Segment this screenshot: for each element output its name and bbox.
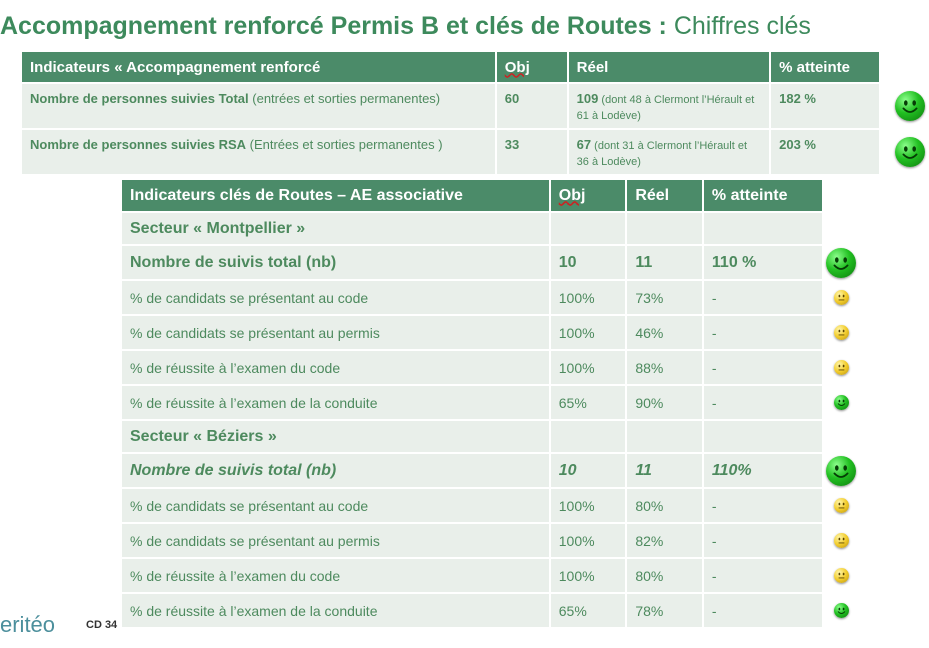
cell-indicator: Nombre de suivis total (nb) xyxy=(122,454,549,487)
header-pct: % atteinte xyxy=(771,52,879,82)
cell-reel: 11 xyxy=(627,454,702,487)
empty-cell xyxy=(704,213,822,244)
cell-pct: - xyxy=(704,386,822,419)
empty-cell xyxy=(551,213,626,244)
cell-indicator: % de candidats se présentant au permis xyxy=(122,316,549,349)
table-row xyxy=(122,386,822,419)
table-row xyxy=(122,316,822,349)
header-obj-routes xyxy=(551,180,626,211)
table-cles-de-routes xyxy=(120,178,824,629)
cell-reel xyxy=(569,130,769,174)
cell-pct: 110 % xyxy=(704,246,822,279)
header-obj-label: Obj xyxy=(504,58,530,76)
sector-row xyxy=(122,213,822,244)
table-row xyxy=(122,281,822,314)
cell-reel: 82% xyxy=(627,524,702,557)
cell-indicator: % de candidats se présentant au code xyxy=(122,489,549,522)
title-sub: Chiffres clés xyxy=(666,12,811,40)
cell-reel: 90% xyxy=(627,386,702,419)
logo-text: eritéo xyxy=(0,612,56,637)
happy-face-green-icon xyxy=(826,248,856,278)
obj-value: 33 xyxy=(504,137,520,152)
header-pct-routes: % atteinte xyxy=(704,180,822,211)
neutral-face-yellow-icon xyxy=(834,498,849,513)
table-row xyxy=(22,84,879,128)
cell-obj: 100% xyxy=(551,489,626,522)
empty-cell xyxy=(551,421,626,452)
table-row xyxy=(122,246,822,279)
cell-pct: - xyxy=(704,351,822,384)
cell-obj: 100% xyxy=(551,351,626,384)
cell-reel: 11 xyxy=(627,246,702,279)
indicator-bold: Nombre de personnes suivies Total xyxy=(30,91,249,106)
neutral-face-yellow-icon xyxy=(834,290,849,305)
obj-value: 60 xyxy=(504,91,520,106)
happy-face-green-icon xyxy=(826,456,856,486)
cell-pct: - xyxy=(704,524,822,557)
pct-value: 182 % xyxy=(779,91,816,106)
table-row xyxy=(122,351,822,384)
happy-face-green-icon xyxy=(895,91,925,121)
cell-pct: - xyxy=(704,281,822,314)
reel-detail: (dont 48 à Clermont l’Hérault et 61 à Lodève) xyxy=(576,94,755,122)
header-indicateurs: Indicateurs « Accompagnement renforcé xyxy=(22,52,495,82)
table-row xyxy=(122,594,822,627)
table-row xyxy=(122,524,822,557)
title-main: Accompagnement renforcé Permis B et clés de Routes : xyxy=(0,12,667,40)
cell-pct xyxy=(771,84,879,128)
reel-value: 67 xyxy=(576,137,592,152)
header-obj xyxy=(497,52,567,82)
neutral-face-yellow-icon xyxy=(834,360,849,375)
cell-obj: 100% xyxy=(551,281,626,314)
cell-pct: - xyxy=(704,316,822,349)
cell-obj: 100% xyxy=(551,559,626,592)
cell-reel: 80% xyxy=(627,559,702,592)
empty-cell xyxy=(704,421,822,452)
sector-label: Secteur « Montpellier » xyxy=(122,213,549,244)
page-title xyxy=(0,12,929,41)
cell-pct: 110% xyxy=(704,454,822,487)
cell-indicator: % de réussite à l’examen du code xyxy=(122,559,549,592)
cell-indicator: % de réussite à l’examen de la conduite xyxy=(122,594,549,627)
cell-indicator: % de candidats se présentant au code xyxy=(122,281,549,314)
cell-indicator: % de réussite à l’examen de la conduite xyxy=(122,386,549,419)
cell-obj xyxy=(497,84,567,128)
indicator-detail: (Entrées et sorties permanentes ) xyxy=(246,137,443,152)
pct-value: 203 % xyxy=(779,137,816,152)
happy-face-green-icon xyxy=(834,603,849,618)
company-logo xyxy=(0,612,55,638)
table-row xyxy=(22,130,879,174)
cell-reel: 88% xyxy=(627,351,702,384)
cell-obj xyxy=(497,130,567,174)
cell-indicator: % de candidats se présentant au permis xyxy=(122,524,549,557)
empty-cell xyxy=(627,213,702,244)
cell-pct: - xyxy=(704,489,822,522)
cell-indicator: % de réussite à l’examen du code xyxy=(122,351,549,384)
cell-pct xyxy=(771,130,879,174)
cell-reel: 80% xyxy=(627,489,702,522)
cell-pct: - xyxy=(704,594,822,627)
cell-reel xyxy=(569,84,769,128)
cell-obj: 100% xyxy=(551,524,626,557)
cell-reel: 78% xyxy=(627,594,702,627)
sector-row xyxy=(122,421,822,452)
table-row xyxy=(122,454,822,487)
cell-obj: 65% xyxy=(551,386,626,419)
header-reel: Réel xyxy=(569,52,769,82)
neutral-face-yellow-icon xyxy=(834,533,849,548)
cell-pct: - xyxy=(704,559,822,592)
reel-value: 109 xyxy=(576,91,599,106)
cell-obj: 10 xyxy=(551,246,626,279)
indicator-detail: (entrées et sorties permanentes) xyxy=(248,91,441,106)
reel-detail: (dont 31 à Clermont l’Hérault et 36 à Lodève) xyxy=(576,140,748,168)
slide-reference: CD 34 xyxy=(86,619,118,631)
happy-face-green-icon xyxy=(895,137,925,167)
table-row xyxy=(122,489,822,522)
table-accompagnement xyxy=(20,50,881,176)
header-reel-routes: Réel xyxy=(627,180,702,211)
neutral-face-yellow-icon xyxy=(834,325,849,340)
cell-obj: 10 xyxy=(551,454,626,487)
sector-label: Secteur « Béziers » xyxy=(122,421,549,452)
cell-reel: 46% xyxy=(627,316,702,349)
happy-face-green-icon xyxy=(834,395,849,410)
header-obj-routes-label: Obj xyxy=(558,186,586,204)
cell-reel: 73% xyxy=(627,281,702,314)
cell-indicator: Nombre de suivis total (nb) xyxy=(122,246,549,279)
cell-indicator xyxy=(22,130,495,174)
header-indicateurs-routes: Indicateurs clés de Routes – AE associative xyxy=(122,180,549,211)
empty-cell xyxy=(627,421,702,452)
cell-obj: 100% xyxy=(551,316,626,349)
neutral-face-yellow-icon xyxy=(834,568,849,583)
table-row xyxy=(122,559,822,592)
cell-indicator xyxy=(22,84,495,128)
cell-obj: 65% xyxy=(551,594,626,627)
indicator-bold: Nombre de personnes suivies RSA xyxy=(30,137,247,152)
